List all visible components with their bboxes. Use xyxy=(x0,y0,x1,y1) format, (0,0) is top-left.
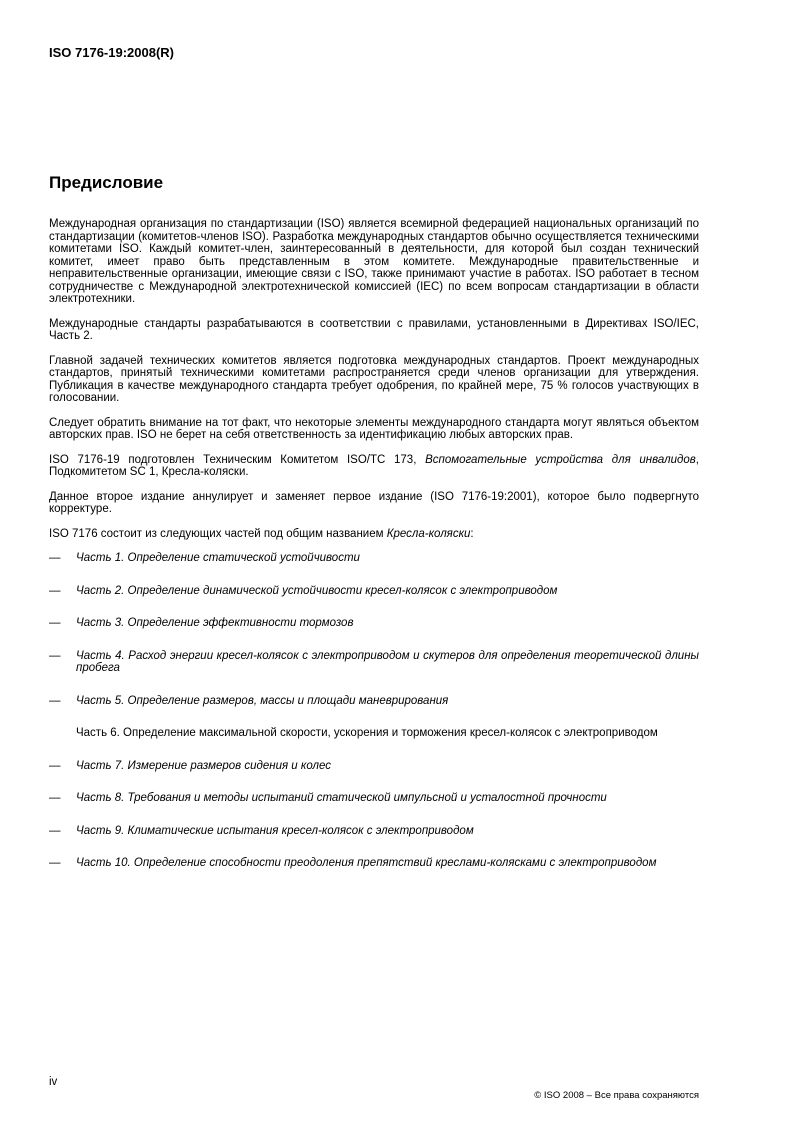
dash-bullet: — xyxy=(49,694,61,707)
document-id: ISO 7176-19:2008(R) xyxy=(49,45,175,60)
paragraph-technical-committees: Главной задачей технических комитетов является подготовка международных стандартов. Проект международных стандартов, принятый техническими комитетами распространяется среди членов организации для утверждения. Публикация в качестве международного стандарта требует одобрения, по крайней мере, 75 % голосов участвующих в голосовании. xyxy=(49,354,699,404)
parts-list xyxy=(49,552,699,870)
dash-bullet: — xyxy=(49,759,61,772)
paragraph-parts-intro xyxy=(49,528,699,541)
paragraph-iso-organization: Международная организация по стандартизации (ISO) является всемирной федерацией национальных организаций по стандартизации (комитетов-членов ISO). Разработка международных стандартов обычно осуществляется техническими комитетами ISO. Каждый комитет-член, заинтересованный в деятельности, для которой был создан технический комитет, имеет право быть представленным в этом комитете. Международные правительственные и неправительственные организации, имеющие связи с ISO, также принимают участие в работах. ISO работает в тесном сотрудничестве с Международной электротехнической комиссией (IEC) по всем вопросам стандартизации в области электротехники. xyxy=(49,218,699,305)
document-body xyxy=(49,218,699,890)
list-item-text: Часть 9. Климатические испытания кресел-колясок с электроприводом xyxy=(76,824,474,837)
list-item-text: Часть 3. Определение эффективности тормозов xyxy=(76,617,354,629)
copyright-notice: © ISO 2008 – Все права сохраняются xyxy=(534,1090,699,1101)
page-number: iv xyxy=(49,1076,58,1088)
list-item xyxy=(49,617,699,630)
parts-intro-colon: : xyxy=(470,527,474,540)
list-item xyxy=(49,857,699,870)
prepared-by-rest: , Подкомитетом SC 1, Кресла-коляски. xyxy=(49,453,699,478)
list-item-text: Часть 6. Определение максимальной скорости, ускорения и торможения кресел-колясок с электроприводом xyxy=(76,727,658,739)
prepared-by-text: ISO 7176-19 подготовлен Техническим Комитетом ISO/TC 173, xyxy=(49,453,426,466)
series-title: Кресла-коляски xyxy=(386,527,471,540)
paragraph-edition: Данное второе издание аннулирует и заменяет первое издание (ISO 7176-19:2001), которое было подвергнуто корректуре. xyxy=(49,490,699,515)
list-item xyxy=(49,760,699,773)
page-title: Предисловие xyxy=(49,173,164,192)
list-item xyxy=(49,792,699,805)
committee-title: Вспомогательные устройства для инвалидов xyxy=(425,453,696,466)
dash-bullet: — xyxy=(49,792,61,804)
paragraph-copyright-notice: Следует обратить внимание на тот факт, что некоторые элементы международного стандарта могут являться объектом авторских прав. ISO не берет на себя ответственность за идентификацию любых авторских прав. xyxy=(49,416,699,441)
paragraph-directives: Международные стандарты разрабатываются в соответствии с правилами, установленными в Директивах ISO/IEC, Часть 2. xyxy=(49,317,699,342)
dash-bullet: — xyxy=(49,617,61,629)
dash-bullet: — xyxy=(49,552,61,564)
list-item xyxy=(49,585,699,598)
list-item-text: Часть 7. Измерение размеров сидения и колес xyxy=(76,759,331,772)
list-item-text: Часть 2. Определение динамической устойчивости кресел-колясок с электроприводом xyxy=(76,584,558,597)
list-item-text: Часть 5. Определение размеров, массы и площади маневрирования xyxy=(76,694,449,707)
list-item xyxy=(49,727,699,740)
list-item xyxy=(49,825,699,838)
parts-intro-text: ISO 7176 состоит из следующих частей под общим названием xyxy=(49,527,387,540)
list-item-text: Часть 4. Расход энергии кресел-колясок с электроприводом и скутеров для определения теоретической длины пробега xyxy=(76,649,699,674)
list-item xyxy=(49,695,699,708)
list-item-text: Часть 1. Определение статической устойчивости xyxy=(76,552,360,564)
dash-bullet: — xyxy=(49,824,61,837)
dash-bullet: — xyxy=(49,649,61,662)
list-item xyxy=(49,552,699,565)
list-item-text: Часть 10. Определение способности преодоления препятствий креслами-колясками с электроприводом xyxy=(76,857,657,869)
paragraph-prepared-by xyxy=(49,454,699,479)
dash-bullet: — xyxy=(49,584,61,597)
list-item-text: Часть 8. Требования и методы испытаний статической импульсной и усталостной прочности xyxy=(76,792,607,804)
dash-bullet: — xyxy=(49,857,61,869)
list-item xyxy=(49,650,699,675)
